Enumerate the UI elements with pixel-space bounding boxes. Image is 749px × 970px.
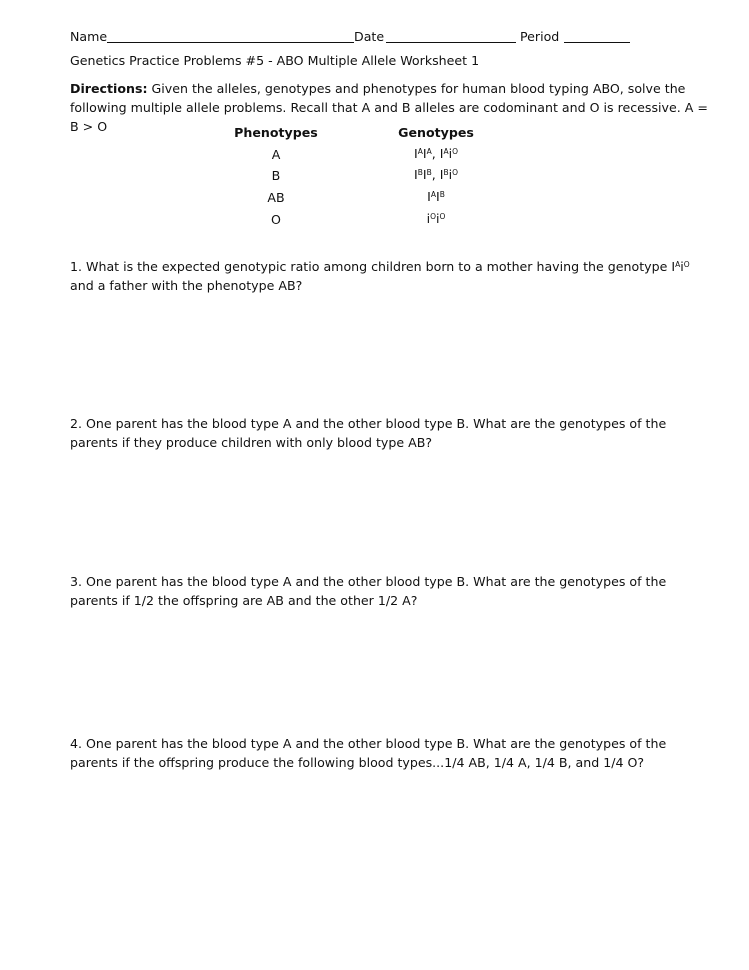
genotype-cell: $i^Oi^O$	[426, 211, 446, 226]
phenotype-cell: A	[271, 147, 281, 162]
phenotype-cell: AB	[267, 190, 285, 205]
question-1: 1. What is the expected genotypic ratio among children born to a mother having the genotype $I^Ai^O$ and a father with the phenotype AB?	[70, 259, 690, 293]
phenotype-cell: B	[271, 168, 281, 183]
genotypes-header: Genotypes	[398, 125, 474, 140]
worksheet-title: Genetics Practice Problems #5 - ABO Multiple Allele Worksheet 1	[70, 53, 480, 68]
date-label: Date	[354, 29, 385, 44]
genotype-cell: $I^BI^B$, $I^Bi^O$	[413, 167, 459, 182]
question-3: 3. One parent has the blood type A and the other blood type B. What are the genotypes of the parents if 1/2 the offspring are AB and the other 1/2 A?	[70, 574, 667, 608]
question-2: 2. One parent has the blood type A and the other blood type B. What are the genotypes of the parents if they produce children with only blood type AB?	[70, 416, 667, 450]
directions-label: Directions:	[70, 81, 148, 96]
phenotypes-header: Phenotypes	[234, 125, 318, 140]
phenotype-cell: O	[271, 212, 281, 227]
genotype-cell: $I^AI^B$	[427, 189, 445, 204]
header-fields	[70, 29, 729, 47]
genotype-cell: $I^AI^A$, $I^Ai^O$	[414, 146, 458, 161]
period-label: Period	[520, 29, 560, 44]
question-4: 4. One parent has the blood type A and the other blood type B. What are the genotypes of the parents if the offspring produce the following blood types...1/4 AB, 1/4 A, 1/4 B, and 1/4 O?	[70, 736, 667, 770]
name-label: Name	[70, 29, 108, 44]
directions-text: Given the alleles, genotypes and phenotypes for human blood typing ABO, solve the following multiple allele problems. Recall that A and B alleles are codominant and O is recessive. A = B > O	[70, 81, 708, 134]
